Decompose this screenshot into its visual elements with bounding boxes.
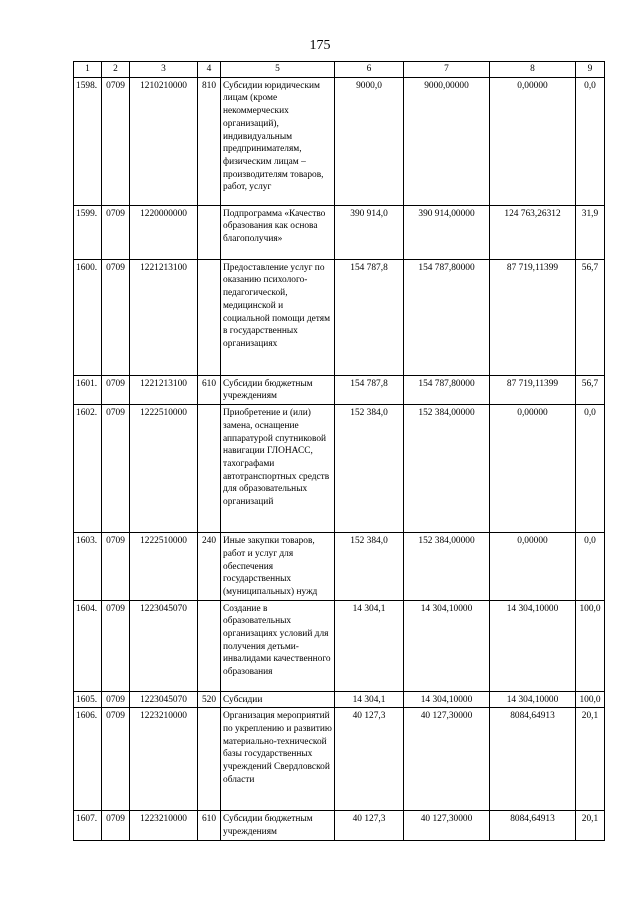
row-number: 1607. (74, 811, 102, 840)
section-code: 0709 (102, 811, 130, 840)
expense-type-code: 610 (198, 375, 221, 404)
expense-type-code: 520 (198, 691, 221, 708)
target-code: 1221213100 (130, 259, 198, 375)
section-code: 0709 (102, 691, 130, 708)
plan-amount: 14 304,1 (335, 600, 404, 691)
expense-type-code (198, 405, 221, 533)
plan-amount: 390 914,0 (335, 205, 404, 259)
column-header: 7 (404, 62, 490, 78)
section-code: 0709 (102, 533, 130, 601)
execution-percent: 31,9 (576, 205, 605, 259)
plan-amount: 154 787,8 (335, 375, 404, 404)
column-header: 2 (102, 62, 130, 78)
item-name: Субсидии бюджетным учреждениям (221, 811, 335, 840)
approved-amount: 154 787,80000 (404, 375, 490, 404)
table-row (74, 259, 605, 375)
expense-type-code (198, 708, 221, 811)
expense-type-code: 610 (198, 811, 221, 840)
column-header: 6 (335, 62, 404, 78)
item-name: Субсидии бюджетным учреждениям (221, 375, 335, 404)
page-number: 175 (309, 38, 331, 53)
table-row (74, 77, 605, 205)
item-name: Создание в образовательных организациях условий для получения детьми-инвалидами качественного образования (221, 600, 335, 691)
table-row (74, 405, 605, 533)
column-header: 5 (221, 62, 335, 78)
target-code: 1223210000 (130, 811, 198, 840)
executed-amount: 0,00000 (490, 77, 576, 205)
item-name: Субсидии (221, 691, 335, 708)
execution-percent: 0,0 (576, 405, 605, 533)
approved-amount: 152 384,00000 (404, 533, 490, 601)
table-row (74, 533, 605, 601)
executed-amount: 87 719,11399 (490, 259, 576, 375)
expense-type-code (198, 205, 221, 259)
executed-amount: 0,00000 (490, 533, 576, 601)
section-code: 0709 (102, 205, 130, 259)
executed-amount: 14 304,10000 (490, 691, 576, 708)
table-row (74, 708, 605, 811)
plan-amount: 40 127,3 (335, 811, 404, 840)
row-number: 1605. (74, 691, 102, 708)
approved-amount: 40 127,30000 (404, 811, 490, 840)
plan-amount: 9000,0 (335, 77, 404, 205)
approved-amount: 40 127,30000 (404, 708, 490, 811)
column-header: 8 (490, 62, 576, 78)
table-row (74, 691, 605, 708)
column-header-row (74, 62, 605, 78)
target-code: 1222510000 (130, 405, 198, 533)
approved-amount: 154 787,80000 (404, 259, 490, 375)
row-number: 1604. (74, 600, 102, 691)
row-number: 1601. (74, 375, 102, 404)
item-name: Иные закупки товаров, работ и услуг для обеспечения государственных (муниципальных) нужд (221, 533, 335, 601)
row-number: 1603. (74, 533, 102, 601)
plan-amount: 154 787,8 (335, 259, 404, 375)
section-code: 0709 (102, 259, 130, 375)
execution-percent: 0,0 (576, 77, 605, 205)
executed-amount: 14 304,10000 (490, 600, 576, 691)
executed-amount: 8084,64913 (490, 811, 576, 840)
plan-amount: 40 127,3 (335, 708, 404, 811)
column-header: 3 (130, 62, 198, 78)
execution-percent: 0,0 (576, 533, 605, 601)
executed-amount: 0,00000 (490, 405, 576, 533)
column-header: 4 (198, 62, 221, 78)
section-code: 0709 (102, 405, 130, 533)
target-code: 1220000000 (130, 205, 198, 259)
table-row (74, 375, 605, 404)
table-row (74, 205, 605, 259)
expense-type-code: 810 (198, 77, 221, 205)
execution-percent: 20,1 (576, 811, 605, 840)
row-number: 1600. (74, 259, 102, 375)
target-code: 1222510000 (130, 533, 198, 601)
row-number: 1599. (74, 205, 102, 259)
approved-amount: 152 384,00000 (404, 405, 490, 533)
target-code: 1223045070 (130, 691, 198, 708)
target-code: 1223210000 (130, 708, 198, 811)
section-code: 0709 (102, 600, 130, 691)
expense-type-code: 240 (198, 533, 221, 601)
item-name: Подпрограмма «Качество образования как основа благополучия» (221, 205, 335, 259)
execution-percent: 56,7 (576, 259, 605, 375)
plan-amount: 152 384,0 (335, 533, 404, 601)
approved-amount: 14 304,10000 (404, 691, 490, 708)
target-code: 1221213100 (130, 375, 198, 404)
target-code: 1223045070 (130, 600, 198, 691)
budget-table (73, 61, 605, 841)
approved-amount: 14 304,10000 (404, 600, 490, 691)
row-number: 1602. (74, 405, 102, 533)
expense-type-code (198, 259, 221, 375)
section-code: 0709 (102, 375, 130, 404)
row-number: 1606. (74, 708, 102, 811)
approved-amount: 390 914,00000 (404, 205, 490, 259)
execution-percent: 20,1 (576, 708, 605, 811)
plan-amount: 152 384,0 (335, 405, 404, 533)
executed-amount: 124 763,26312 (490, 205, 576, 259)
column-header: 1 (74, 62, 102, 78)
executed-amount: 8084,64913 (490, 708, 576, 811)
row-number: 1598. (74, 77, 102, 205)
item-name: Субсидии юридическим лицам (кроме некоммерческих организаций), индивидуальным предпринимателям, физическим лицам – производителям товаров, работ, услуг (221, 77, 335, 205)
execution-percent: 56,7 (576, 375, 605, 404)
execution-percent: 100,0 (576, 691, 605, 708)
expense-type-code (198, 600, 221, 691)
executed-amount: 87 719,11399 (490, 375, 576, 404)
section-code: 0709 (102, 77, 130, 205)
execution-percent: 100,0 (576, 600, 605, 691)
table-row (74, 811, 605, 840)
plan-amount: 14 304,1 (335, 691, 404, 708)
item-name: Приобретение и (или) замена, оснащение аппаратурой спутниковой навигации ГЛОНАСС, тахографами автотранспортных средств для образовательных организаций (221, 405, 335, 533)
item-name: Предоставление услуг по оказанию психолого-педагогической, медицинской и социальной помощи детям в государственных организациях (221, 259, 335, 375)
target-code: 1210210000 (130, 77, 198, 205)
table-row (74, 600, 605, 691)
column-header: 9 (576, 62, 605, 78)
section-code: 0709 (102, 708, 130, 811)
approved-amount: 9000,00000 (404, 77, 490, 205)
item-name: Организация мероприятий по укреплению и развитию материально-технической базы государственных учреждений Свердловской области (221, 708, 335, 811)
